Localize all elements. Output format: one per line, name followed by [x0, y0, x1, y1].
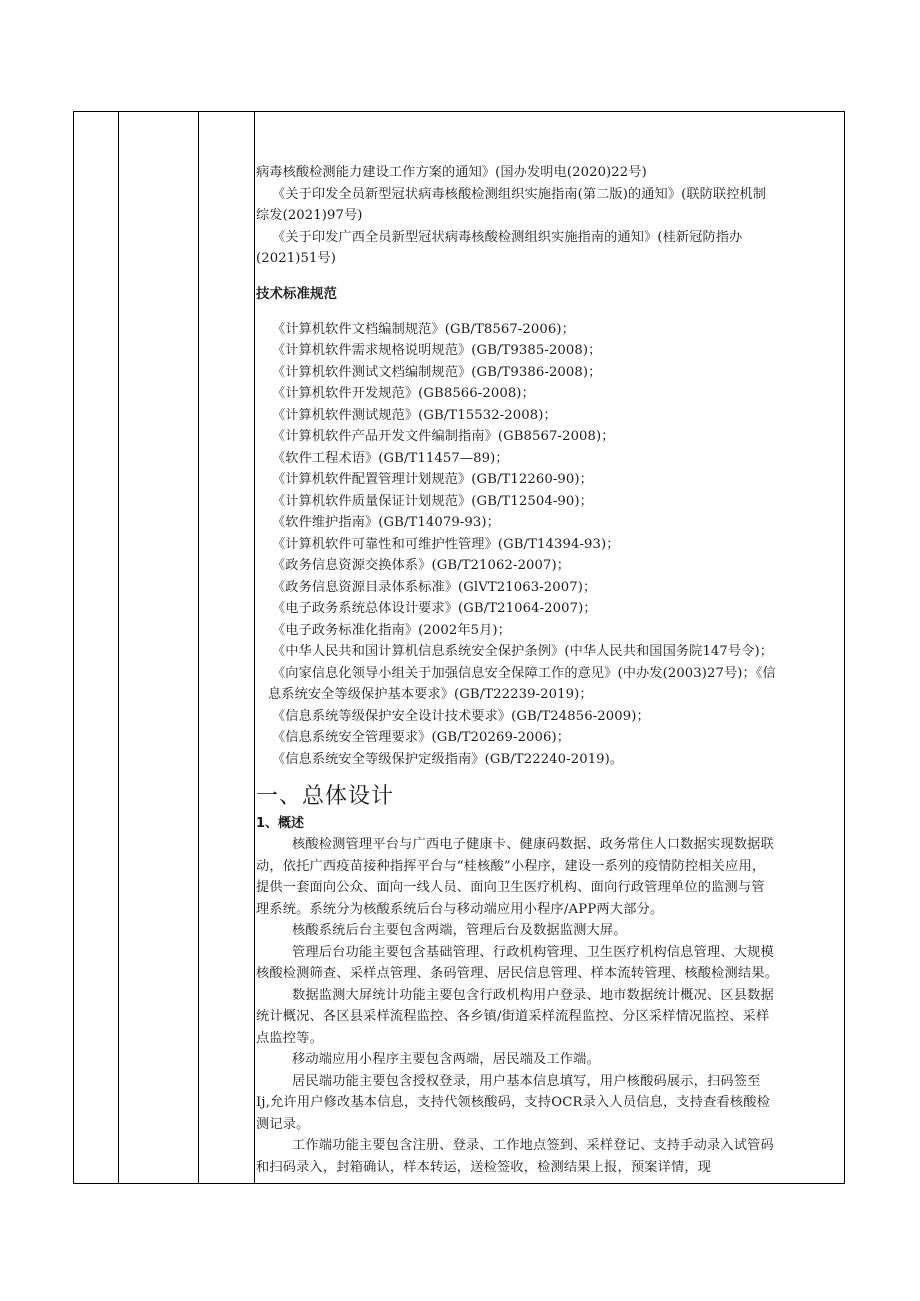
standard-item: 《中华人民共和国计算机信息系统安全保护条例》(中华人民共和国国务院147号令)；: [272, 644, 774, 659]
paragraph-line: 理系统。系统分为核酸系统后台与移动端应用小程序/APP两大部分。: [256, 901, 664, 917]
standard-item: 《信息系统安全管理要求》(GB/T20269-2006)；: [272, 730, 571, 745]
standard-item: 《计算机软件开发规范》(GB8566-2008)；: [272, 386, 535, 401]
standard-item: 《电子政务系统总体设计要求》(GB/T21064-2007)；: [272, 601, 597, 616]
notice-line: 《关于印发广西全员新型冠状病毒核酸检测组织实施指南的通知》(桂新冠防指办: [272, 229, 743, 245]
paragraph-line: 居民端功能主要包含授权登录，用户基本信息填写，用户核酸码展示，扫码签至: [292, 1073, 761, 1089]
paragraph-line: 统计概况、各区县采样流程监控、各乡镇/街道采样流程监控、分区采样情况监控、采样: [256, 1009, 770, 1024]
standard-item: 《电子政务标准化指南》(2002年5月)；: [272, 622, 511, 638]
standard-item: 《计算机软件质量保证计划规范》(GB/T12504-90)；: [272, 493, 593, 509]
section-title: 一、总体设计: [256, 784, 395, 809]
notice-line: (2021)51号): [256, 251, 336, 266]
paragraph-line: 点监控等。: [256, 1030, 323, 1046]
standard-item: 《计算机软件测试文档编制规范》(GB/T9386-2008)；: [272, 364, 602, 380]
standard-item: 《向家信息化领导小组关于加强信息安全保障工作的意见》(中办发(2003)27号)；《信: [272, 665, 776, 681]
overview-paragraph: [256, 834, 848, 1178]
standard-item: 《计算机软件文档编制规范》(GB/T8567-2006)；: [272, 321, 575, 337]
standard-item: 《计算机软件需求规格说明规范》(GB/T9385-2008)；: [272, 343, 602, 358]
paragraph-line: Ij,允许用户修改基本信息，支持代领核酸码，支持OCR录入人员信息，支持查看核酸检: [256, 1095, 771, 1110]
standard-item: 《政务信息资源目录体系标准》(GlVT21063-2007)；: [272, 579, 597, 595]
column-divider: [118, 112, 119, 1183]
standard-item: 《政务信息资源交换体系》(GB/T21062-2007)；: [272, 558, 571, 573]
paragraph-line: 移动端应用小程序主要包含两端，居民端及工作端。: [292, 1052, 600, 1067]
paragraph-line: 管理后台功能主要包含基础管理、行政机构管理、卫生医疗机构信息管理、大规模: [292, 944, 774, 960]
notice-line: 《关于印发全员新型冠状病毒核酸检测组织实施指南(第二版)的通知》(联防联控机制: [272, 186, 767, 202]
standard-item: 《计算机软件产品开发文件编制指南》(GB8567-2008)；: [272, 429, 615, 444]
standard-item: 《软件维护指南》(GB/T14079-93)；: [272, 515, 500, 530]
paragraph-line: 工作端功能主要包含注册、登录、工作地点签到、采样登记、支持手动录入试管码: [292, 1138, 774, 1153]
subsection-title: 1、概述: [256, 816, 305, 831]
paragraph-line: 数据监测大屏统计功能主要包含行政机构用户登录、地市数据统计概况、区县数据: [292, 987, 774, 1003]
standard-item: 《计算机软件可靠性和可维护性管理》(GB/T14394-93)；: [272, 536, 620, 552]
standards-list: [256, 319, 848, 771]
standard-item: 《信息系统等级保护安全设计技术要求》(GB/T24856-2009)；: [272, 708, 650, 724]
content-cell: [256, 162, 848, 1178]
column-divider: [254, 112, 255, 1183]
paragraph-line: 动，依托广西疫苗接种指挥平台与“桂核酸”小程序，建设一系列的疫情防控相关应用，: [256, 858, 766, 874]
paragraph-line: 提供一套面向公众、面向一线人员、面向卫生医疗机构、面向行政管理单位的监测与管: [256, 880, 765, 895]
standard-item: 《计算机软件配置管理计划规范》(GB/T12260-90)；: [272, 472, 593, 487]
paragraph-line: 核酸检测管理平台与广西电子健康卡、健康码数据、政务常住人口数据实现数据联: [292, 837, 774, 852]
standard-item-continued: 息系统安全等级保护基本要求》(GB/T22239-2019)；: [268, 687, 593, 702]
standards-heading: 技术标准规范: [256, 285, 337, 302]
column-divider: [198, 112, 199, 1183]
paragraph-line: 和扫码录入，封箱确认，样本转运，送检签收，检测结果上报，预案详情，现: [256, 1159, 712, 1175]
paragraph-line: 核酸检测筛查、采样点管理、条码管理、居民信息管理、样本流转管理、核酸检测结果。: [256, 966, 779, 981]
paragraph-line: 测记录。: [256, 1116, 310, 1132]
standard-item: 《信息系统安全等级保护定级指南》(GB/T22240-2019)。: [272, 751, 624, 767]
notice-line: 病毒核酸检测能力建设工作方案的通知》(国办发明电(2020)22号): [256, 165, 647, 180]
document-table: [73, 111, 845, 1184]
paragraph-line: 核酸系统后台主要包含两端，管理后台及数据监测大屏。: [292, 923, 627, 938]
standard-item: 《计算机软件测试规范》(GB/T15532-2008)；: [272, 407, 557, 423]
notice-line: 综发(2021)97号): [256, 208, 363, 223]
standard-item: 《软件工程术语》(GB/T11457—89)；: [272, 450, 509, 466]
